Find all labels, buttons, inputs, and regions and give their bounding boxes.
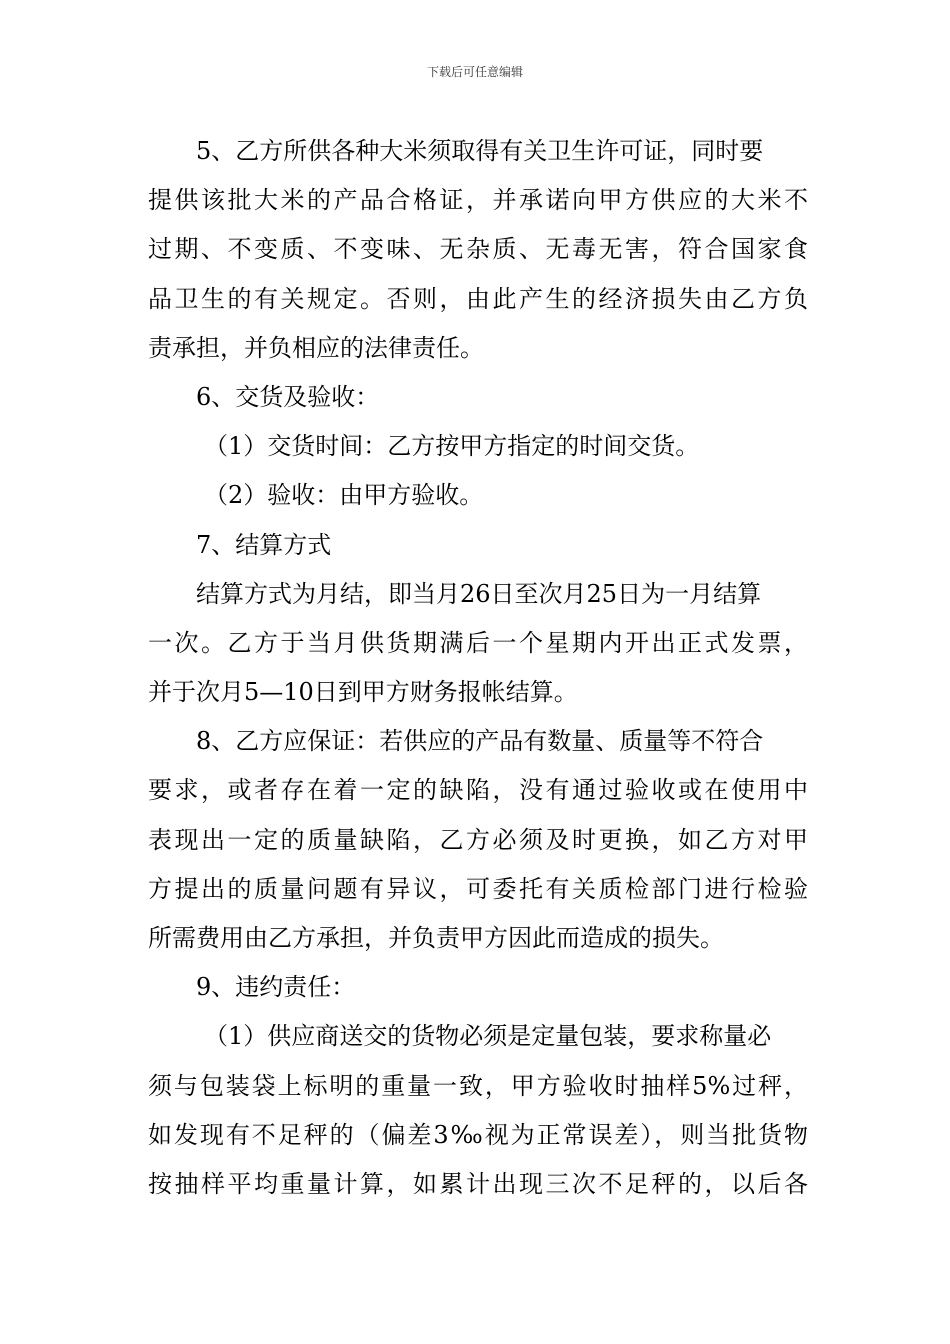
clause-8-line-3: 表现出一定的质量缺陷，乙方必须及时更换，如乙方对甲 <box>148 825 808 854</box>
clause-7-heading: 7、结算方式 <box>196 530 332 559</box>
clause-5-line-5: 责承担，并负相应的法律责任。 <box>148 333 484 362</box>
clause-9-item-1-line-3: 如发现有不足秤的（偏差3‰视为正常误差），则当批货物 <box>148 1120 808 1149</box>
clause-9-item-1-line-4: 按抽样平均重量计算，如累计出现三次不足秤的，以后各 <box>148 1169 808 1198</box>
page-header: 下载后可任意编辑 <box>426 65 523 79</box>
clause-5-line-2: 提供该批大米的产品合格证，并承诺向甲方供应的大米不 <box>148 186 808 215</box>
clause-9-item-1-line-2: 须与包装袋上标明的重量一致，甲方验收时抽样5%过秤， <box>148 1071 808 1100</box>
clause-7-line-3: 并于次月5—10日到甲方财务报帐结算。 <box>148 678 578 707</box>
clause-8-line-4: 方提出的质量问题有异议，可委托有关质检部门进行检验 <box>148 874 808 903</box>
document-body <box>148 127 808 1209</box>
clause-8-line-1: 8、乙方应保证：若供应的产品有数量、质量等不符合 <box>196 727 764 756</box>
clause-6-item-1: （1）交货时间：乙方按甲方指定的时间交货。 <box>204 432 700 461</box>
clause-5-line-4: 品卫生的有关规定。否则，由此产生的经济损失由乙方负 <box>148 284 808 313</box>
clause-8-line-2: 要求，或者存在着一定的缺陷，没有通过验收或在使用中 <box>148 776 808 805</box>
clause-6-heading: 6、交货及验收： <box>196 382 380 411</box>
clause-7-line-1: 结算方式为月结，即当月26日至次月25日为一月结算 <box>196 579 762 608</box>
clause-9-item-1-line-1: （1）供应商送交的货物必须是定量包装，要求称量必 <box>204 1022 772 1051</box>
clause-5-line-1: 5、乙方所供各种大米须取得有关卫生许可证，同时要 <box>196 137 764 165</box>
clause-7-line-2: 一次。乙方于当月供货期满后一个星期内开出正式发票， <box>148 628 808 657</box>
clause-9-heading: 9、违约责任： <box>196 973 356 1002</box>
clause-8-line-5: 所需费用由乙方承担，并负责甲方因此而造成的损失。 <box>148 924 724 952</box>
clause-6-item-2: （2）验收：由甲方验收。 <box>204 481 484 510</box>
clause-5-line-3: 过期、不变质、不变味、无杂质、无毒无害，符合国家食 <box>148 235 808 264</box>
